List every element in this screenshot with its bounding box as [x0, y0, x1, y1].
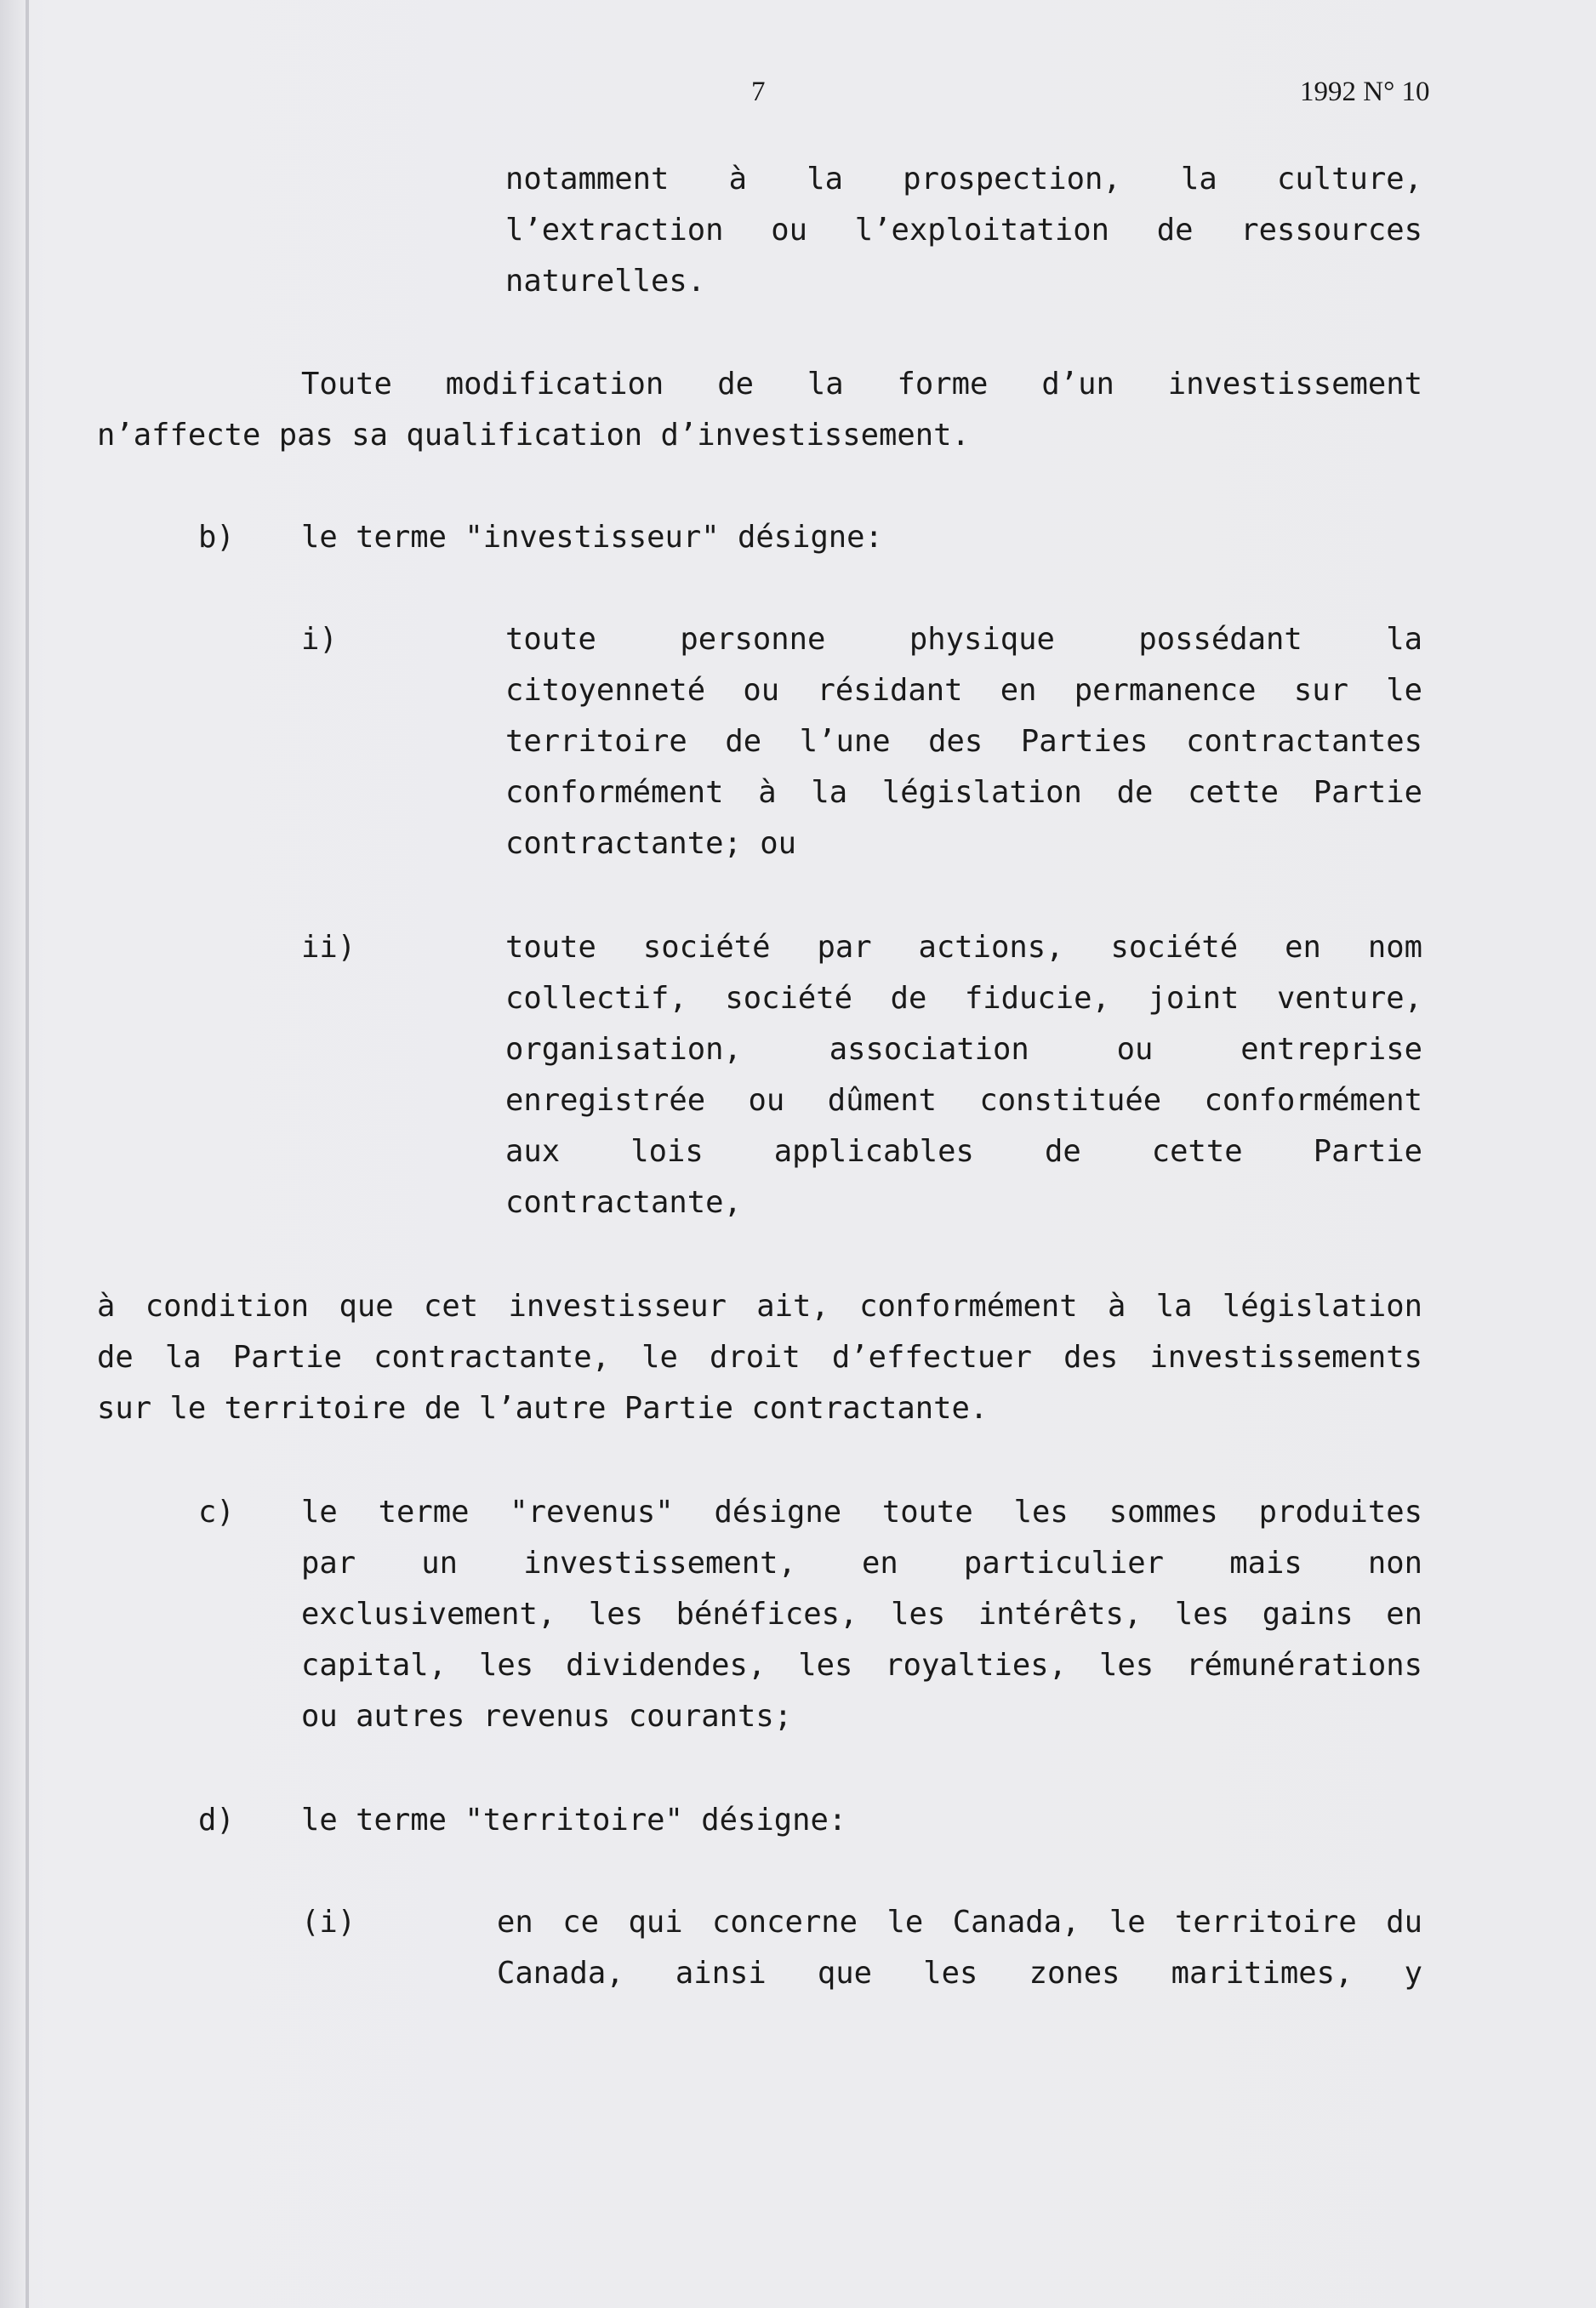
body-line: le terme "revenus" désigne toute les sommes produites [301, 1495, 1422, 1530]
body-line: le terme "investisseur" désigne: [301, 520, 883, 555]
body-line: ou autres revenus courants; [301, 1699, 793, 1734]
body-line: naturelles. [505, 264, 706, 299]
body-line: conformément à la législation de cette Partie [505, 775, 1422, 810]
body-line: Canada, ainsi que les zones maritimes, y [497, 1956, 1422, 1991]
body-line: contractante; ou [505, 826, 796, 861]
body-line: toute personne physique possédant la [505, 622, 1422, 657]
body-line: par un investissement, en particulier mais non [301, 1546, 1422, 1581]
body-line: organisation, association ou entreprise [505, 1032, 1422, 1067]
body-line: collectif, société de fiducie, joint venture, [505, 981, 1422, 1016]
body-line: toute société par actions, société en nom [505, 930, 1422, 965]
body-line: à condition que cet investisseur ait, conformément à la législation [97, 1289, 1422, 1324]
body-line: Toute modification de la forme d’un investissement [301, 367, 1422, 402]
list-marker-ii: ii) [301, 930, 356, 965]
body-line: le terme "territoire" désigne: [301, 1803, 847, 1838]
body-line: notamment à la prospection, la culture, [505, 162, 1422, 197]
body-line: exclusivement, les bénéfices, les intérêts, les gains en [301, 1597, 1422, 1632]
body-line: en ce qui concerne le Canada, le territoire du [497, 1905, 1422, 1940]
body-line: sur le territoire de l’autre Partie contractante. [97, 1391, 989, 1426]
list-marker-i: i) [301, 622, 338, 657]
document-reference: 1992 N° 10 [1300, 77, 1430, 107]
page-number: 7 [751, 77, 766, 107]
body-line: citoyenneté ou résidant en permanence sur le [505, 673, 1422, 708]
page-binding-edge [26, 0, 29, 2308]
body-line: enregistrée ou dûment constituée conformément [505, 1083, 1422, 1118]
body-line: l’extraction ou l’exploitation de ressources [505, 213, 1422, 248]
list-marker-d: d) [198, 1803, 235, 1838]
body-line: contractante, [505, 1185, 742, 1220]
list-marker-b: b) [198, 520, 235, 555]
body-line: de la Partie contractante, le droit d’effectuer des investissements [97, 1340, 1422, 1375]
body-line: aux lois applicables de cette Partie [505, 1134, 1422, 1169]
body-line: capital, les dividendes, les royalties, les rémunérations [301, 1648, 1422, 1683]
list-marker-c: c) [198, 1495, 235, 1530]
list-marker-paren-i: (i) [301, 1905, 356, 1940]
body-line: territoire de l’une des Parties contractantes [505, 724, 1422, 759]
body-line: n’affecte pas sa qualification d’investissement. [97, 418, 970, 453]
